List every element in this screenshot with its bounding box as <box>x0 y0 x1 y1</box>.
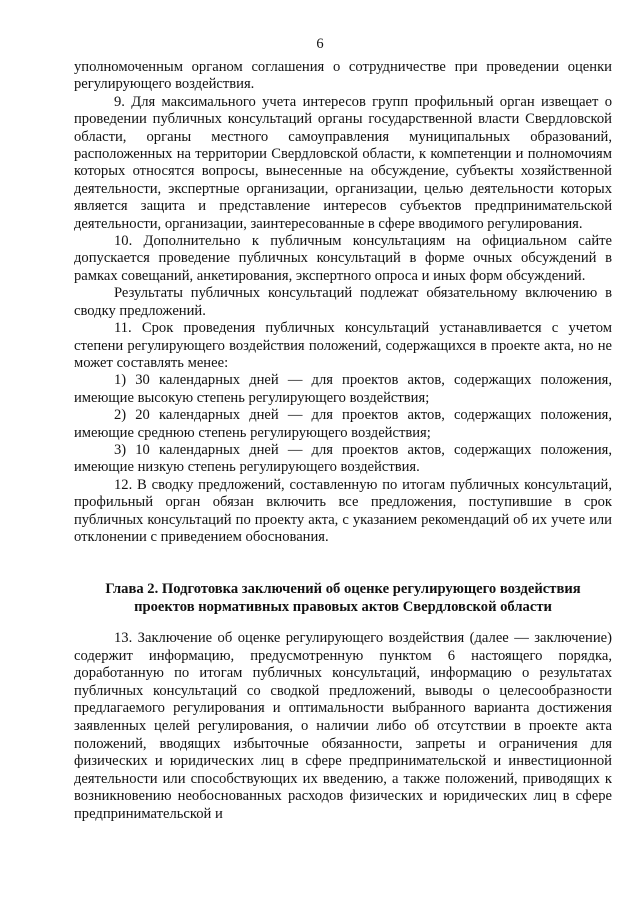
paragraph-item-12: 12. В сводку предложений, составленную по итогам публичных консультаций, профильный орган обязан включить все предложения, поступившие в срок публичных консультаций по проекту акта, с указанием рекомендаций об их учете или отклонении с приведением обоснования. <box>74 476 612 545</box>
document-body <box>74 59 612 546</box>
paragraph-item-11-sub-1: 1) 30 календарных дней — для проектов актов, содержащих положения, имеющие высокую степень регулирующего воздействия; <box>74 372 612 406</box>
document-body-chapter-2 <box>74 630 612 824</box>
paragraph-item-9: 9. Для максимального учета интересов групп профильный орган извещает о проведении публичных консультаций органы государственной власти Свердловской области, органы местного самоуправления муниципальных образований, расположенных на территории Свердловской области, к компетенции и полномочиям которых относятся вопросы, вынесенные на обсуждение, субъекты хозяйственной деятельности, экспертные организации, организации, целью деятельности которых является защита и представление интересов субъектов предпринимательской деятельности, организации, заинтересованные в сфере вводимого регулирования. <box>74 93 612 232</box>
paragraph-item-10: 10. Дополнительно к публичным консультациям на официальном сайте допускается проведение публичных консультаций в форме очных обсуждений в рамках совещаний, анкетирования, экспертного опроса и иных форм обсуждений. <box>74 233 612 284</box>
paragraph-item-11: 11. Срок проведения публичных консультаций устанавливается с учетом степени регулирующего воздействия положений, содержащихся в проекте акта, но не может составлять менее: <box>74 320 612 371</box>
paragraph-item-13: 13. Заключение об оценке регулирующего воздействия (далее — заключение) содержит информацию, предусмотренную пунктом 6 настоящего порядка, доработанную по итогам публичных консультаций, информацию о результатах публичных консультаций со сводкой предложений, выводы о целесообразности предлагаемого регулирования и оптимальности выбранного варианта достижения заявленных целей регулирования, о наличии либо об отсутствии в проекте акта положений, вводящих избыточные обязанности, запреты и ограничения для физических и юридических лиц в сфере предпринимательской и инвестиционной деятельности или способствующих их введению, а также положений, приводящих к возникновению необоснованных расходов физических и юридических лиц в сфере предпринимательской и <box>74 630 612 822</box>
paragraph-item-11-sub-2: 2) 20 календарных дней — для проектов актов, содержащих положения, имеющие среднюю степень регулирующего воздействия; <box>74 407 612 441</box>
chapter-heading-line-2: проектов нормативных правовых актов Свердловской области <box>134 599 552 615</box>
chapter-heading <box>74 580 612 616</box>
chapter-heading-line-1: Глава 2. Подготовка заключений об оценке регулирующего воздействия <box>105 581 581 597</box>
paragraph-item-11-sub-3: 3) 10 календарных дней — для проектов актов, содержащих положения, имеющие низкую степень регулирующего воздействия. <box>74 441 612 476</box>
paragraph-continuation: уполномоченным органом соглашения о сотрудничестве при проведении оценки регулирующего воздействия. <box>74 59 612 93</box>
page-number: 6 <box>316 36 324 52</box>
paragraph-item-10-results: Результаты публичных консультаций подлежат обязательному включению в сводку предложений. <box>74 285 612 319</box>
